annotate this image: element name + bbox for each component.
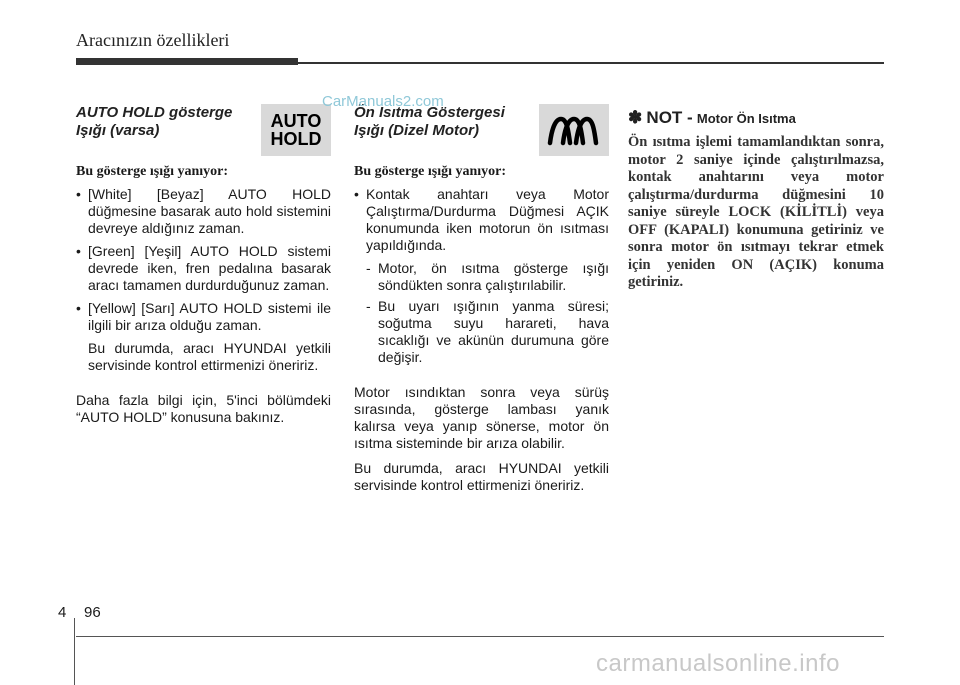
list-item: • Kontak anahtarı veya Motor Çalıştırma/Durdurma Düğmesi AÇIK konumunda iken motorun ön ısıtması yapıldığında. [354, 186, 609, 254]
auto-hold-title-line2: Işığı (varsa) [76, 122, 160, 139]
preheat-bullets [354, 186, 609, 254]
list-item: • [Yellow] [Sarı] AUTO HOLD sistemi ile ilgili bir arıza olduğu zaman. [76, 300, 331, 334]
preheat-heading [354, 104, 609, 164]
watermark-top: CarManuals2.com [322, 93, 444, 110]
note-label: NOT - [646, 108, 693, 127]
auto-hold-section [76, 104, 331, 434]
list-item: • [Green] [Yeşil] AUTO HOLD sistemi devrede iken, fren pedalına basarak aracı tamamen durdurduğunuz zaman. [76, 243, 331, 294]
badge-line2: HOLD [270, 129, 322, 149]
page-number: 96 [84, 604, 101, 621]
note-subtitle: Motor Ön Isıtma [696, 111, 796, 126]
preheat-title-line2: Işığı (Dizel Motor) [354, 122, 479, 139]
list-item: - Motor, ön ısıtma gösterge ışığı söndükten sonra çalıştırılabilir. [354, 260, 609, 294]
auto-hold-bullets [76, 186, 331, 334]
note-section [628, 104, 884, 292]
header-rule [76, 62, 884, 64]
badge-line1: AUTO [270, 111, 322, 131]
preheat-lead: Bu gösterge ışığı yanıyor: [354, 164, 507, 179]
auto-hold-lead: Bu gösterge ışığı yanıyor: [76, 164, 229, 179]
note-body: Ön ısıtma işlemi tamamlandıktan sonra, motor 2 saniye içinde çalıştırılmazsa, kontak anahtarını veya motor çalıştırma/durdurma düğmesini 10 saniye süreyle LOCK (KİLİTLİ) veya OFF (KAPALI) konumuna getiriniz ve sonra motor ön ısıtmayı tekrar etmek için yeniden ON (AÇIK) konuma getiriniz. [628, 134, 884, 290]
auto-hold-heading [76, 104, 331, 164]
auto-hold-title-line1: AUTO HOLD gösterge [76, 104, 233, 121]
note-star-icon: ✽ [628, 108, 643, 127]
preheat-recommendation: Bu durumda, aracı HYUNDAI yetkili servisinde kontrol ettirmenizi öneririz. [354, 460, 609, 493]
glow-plug-icon [539, 104, 609, 156]
auto-hold-reference: Daha fazla bilgi için, 5'inci bölümdeki “AUTO HOLD” konusuna bakınız. [76, 392, 331, 425]
preheat-dashes [354, 260, 609, 366]
footer-vertical-rule [74, 618, 75, 685]
page-header-title: Aracınızın özellikleri [76, 30, 230, 50]
list-item: - Bu uyarı ışığının yanma süresi; soğutma suyu harareti, hava sıcaklığı ve akünün durumuna göre değişir. [354, 298, 609, 366]
auto-hold-recommendation: Bu durumda, aracı HYUNDAI yetkili servisinde kontrol ettirmenizi öneririz. [88, 340, 331, 373]
list-item: • [White] [Beyaz] AUTO HOLD düğmesine basarak auto hold sistemini devreye aldığınız zaman. [76, 186, 331, 237]
note-heading [628, 108, 884, 128]
auto-hold-indicator-icon [261, 104, 331, 156]
chapter-number: 4 [58, 604, 67, 621]
footer-rule [76, 636, 884, 637]
preheat-title-line1: Ön Isıtma Göstergesi [354, 104, 505, 121]
watermark-bottom: carmanualsonline.info [596, 650, 840, 677]
preheat-fault-paragraph: Motor ısındıktan sonra veya sürüş sırasında, gösterge lambası yanık kalırsa veya yanıp sönerse, motor ön ısıtma sisteminde bir arıza olabilir. [354, 384, 609, 451]
auto-hold-title [76, 104, 251, 140]
preheat-section [354, 104, 609, 502]
